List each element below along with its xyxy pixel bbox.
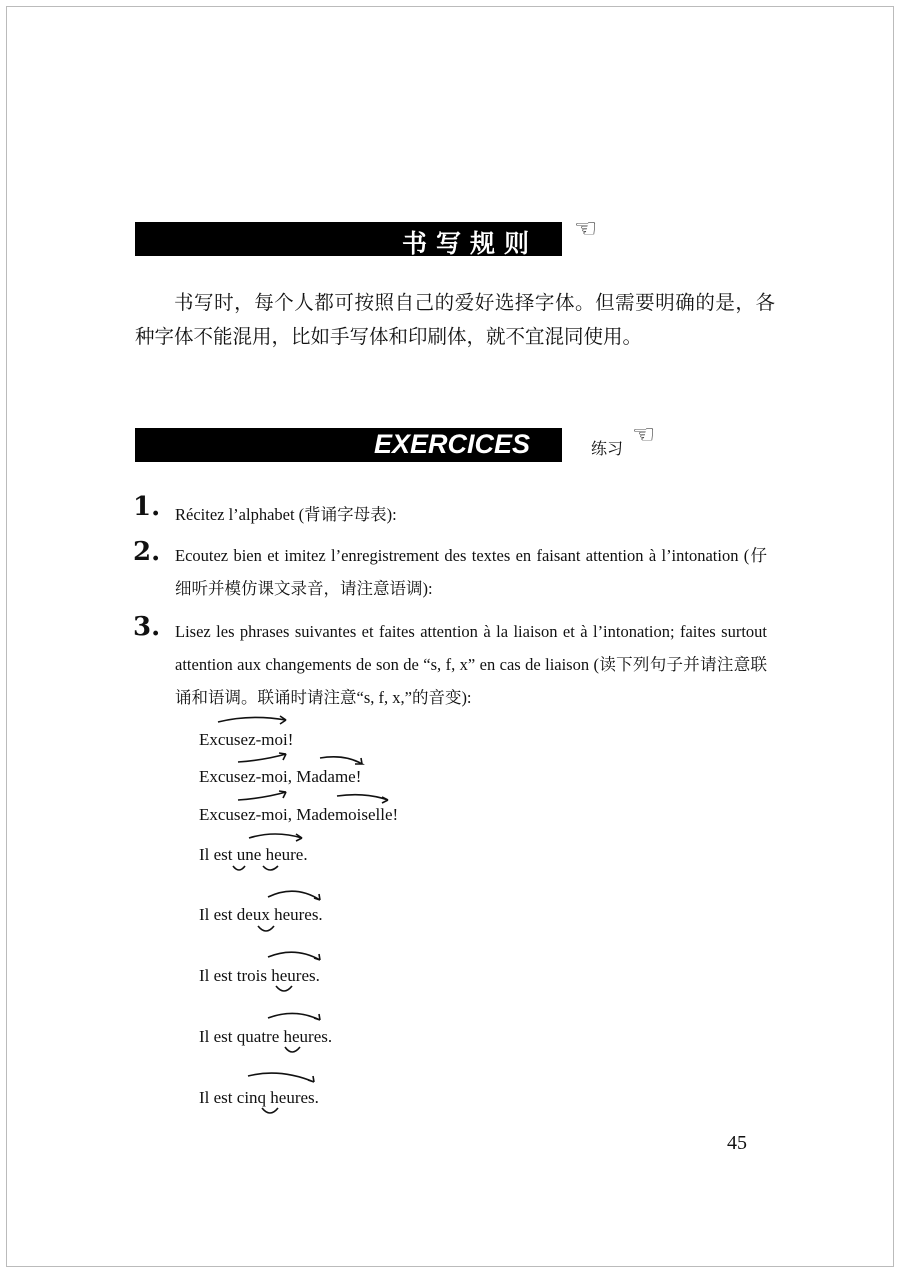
liaison-arc-icon xyxy=(262,1108,278,1113)
sentence: Il est trois heures. xyxy=(199,966,320,985)
intonation-arrow-icon xyxy=(268,891,320,900)
sentence: Il est quatre heures. xyxy=(199,1027,333,1046)
intonation-arrow-icon xyxy=(268,1013,320,1020)
exercise-number: 1. xyxy=(133,492,161,522)
exercise-text: Lisez les phrases suivantes et faites attention à la liaison et à l’intonation; faites surtout attention aux changements de son de “s, f, x” en cas de liaison (读下列句子并请注意联诵和语调。联诵时请注意“s, f, x,”的音变): xyxy=(175,622,767,707)
liaison-arc-icon xyxy=(285,1047,300,1052)
sentence: Excusez-moi, Mademoiselle! xyxy=(199,805,399,824)
pointing-hand-icon: ☜ xyxy=(632,420,656,449)
exercise-number: 2. xyxy=(133,537,161,567)
writing-rules-paragraph: 书写时，每个人都可按照自己的爱好选择字体。但需要明确的是，各种字体不能混用，比如手写体和印刷体，就不宜混同使用。 xyxy=(135,291,775,348)
exercise-number: 3. xyxy=(133,612,161,642)
section-subtitle: 练习 xyxy=(591,439,624,458)
liaison-arc-icon xyxy=(258,926,274,931)
sentence: Il est cinq heures. xyxy=(199,1088,319,1107)
intonation-arrow-icon xyxy=(249,834,302,841)
page-number: 45 xyxy=(727,1132,747,1154)
intonation-arrow-icon xyxy=(218,716,286,724)
exercise-text: Ecoutez bien et imitez l’enregistrement des textes en faisant attention à l’intonation (仔细听并模仿课文录音，请注意语调): xyxy=(175,546,767,598)
intonation-arrow-icon xyxy=(268,952,320,960)
liaison-arc-icon xyxy=(233,866,278,870)
section-title: 书写规则 xyxy=(401,229,538,258)
intonation-arrow-icon xyxy=(320,757,362,764)
section-title: EXERCICES xyxy=(373,429,530,459)
sentence: Il est deux heures. xyxy=(199,905,323,924)
intonation-arrow-icon xyxy=(238,791,286,800)
liaison-arc-icon xyxy=(276,986,292,991)
intonation-arrow-icon xyxy=(337,795,388,803)
sentence: Il est une heure. xyxy=(199,845,308,864)
intonation-arrow-icon xyxy=(238,753,286,762)
exercise-text: Récitez l’alphabet (背诵字母表): xyxy=(175,505,397,524)
pointing-hand-icon: ☜ xyxy=(574,214,598,243)
sentence: Excusez-moi, Madame! xyxy=(199,767,362,786)
intonation-arrow-icon xyxy=(248,1073,314,1082)
sentence: Excusez-moi! xyxy=(199,730,294,749)
